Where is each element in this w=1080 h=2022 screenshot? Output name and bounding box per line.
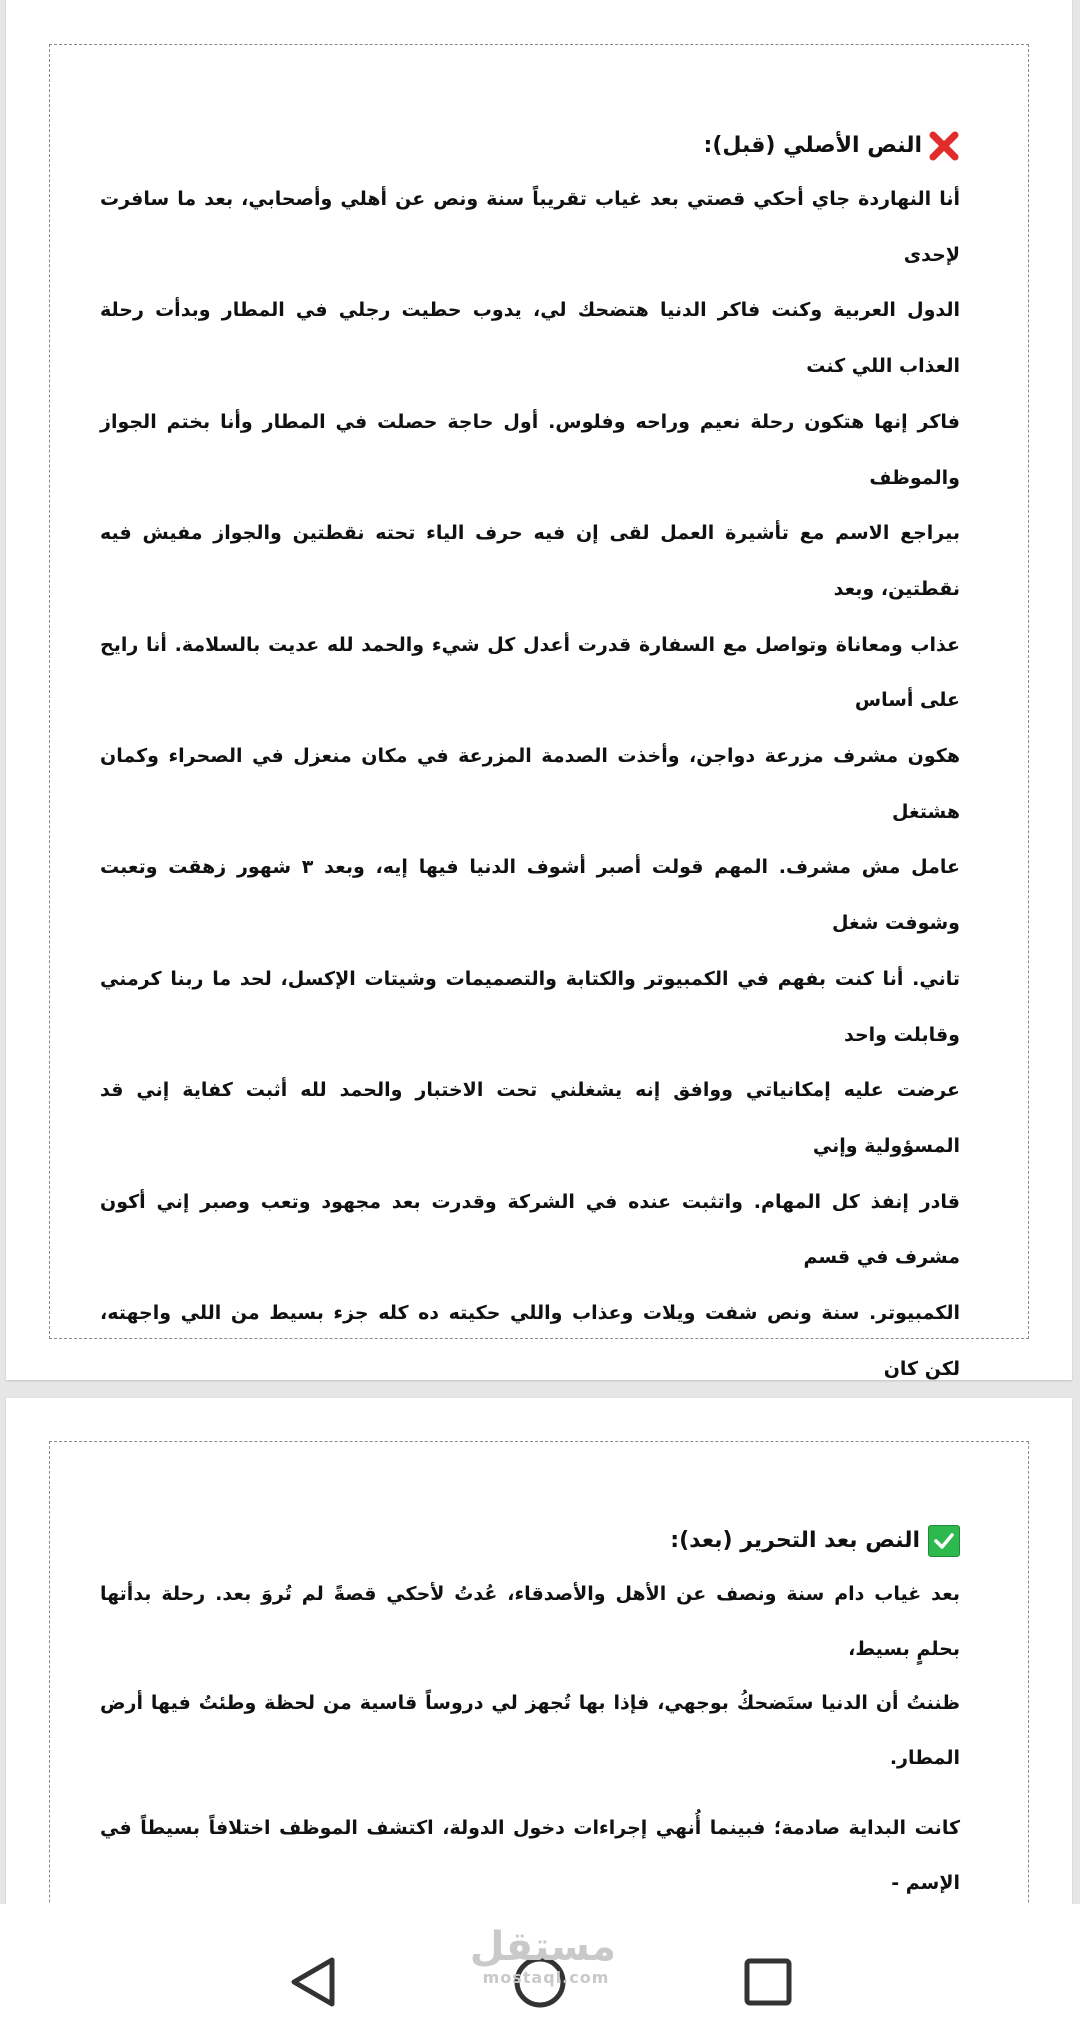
edited-text-section: [100, 1523, 960, 1918]
original-text-line: فاكر إنها هتكون رحلة نعيم وراحه وفلوس. أول حاجة حصلت في المطار وأنا بختم الجواز والموظف: [100, 410, 960, 489]
watermark-arabic: مستقل: [469, 1924, 616, 1970]
original-text-line: عرضت عليه إمكانياتي ووافق إنه يشغلني تحت الاختبار والحمد لله أثبت كفاية إني قد المسؤولية وإني: [100, 1079, 960, 1157]
edited-heading: [100, 1523, 960, 1559]
mostaql-watermark: [469, 1924, 616, 1987]
original-text-section: [100, 128, 960, 1453]
original-text-line: تاني. أنا كنت بفهم في الكمبيوتر والكتابة والتصميمات وشيتات الإكسل، لحد ما ربنا كرمني وقابلت واحد: [100, 967, 960, 1046]
check-mark-icon: [928, 1525, 960, 1557]
original-text-line: الكمبيوتر. سنة ونص شفت ويلات وعذاب واللي حكيته ده كله جزء بسيط من اللي واجهته، لكن كان: [100, 1302, 960, 1380]
edited-heading-text: النص بعد التحرير (بعد):: [670, 1528, 920, 1553]
original-text-line: قادر إنفذ كل المهام. واتثبت عنده في الشركة وقدرت بعد مجهود وتعب وصبر إني أكون مشرف في قسم: [100, 1190, 960, 1269]
edited-text-line: ظننتُ أن الدنيا ستَضحكُ بوجهي، فإذا بها تُجهز لي دروساً قاسية من لحظة وطئتُ فيها أرض المطار.: [100, 1692, 960, 1769]
original-paragraph: [100, 172, 960, 1453]
back-button[interactable]: [284, 1952, 344, 2012]
edited-text-line: بعد غياب دام سنة ونصف عن الأهل والأصدقاء، عُدتُ لأحكي قصةً لم تُروَ بعد. رحلة بدأتها بحلمٍ بسيط،: [100, 1583, 960, 1660]
original-heading-text: النص الأصلي (قبل):: [703, 133, 922, 158]
document-page-1: [6, 0, 1072, 1380]
original-text-line: عامل مش مشرف. المهم قولت أصبر أشوف الدنيا فيها إيه، وبعد ٣ شهور زهقت وتعبت وشوفت شغل: [100, 856, 960, 935]
original-text-line: هكون مشرف مزرعة دواجن، وأخذت الصدمة المزرعة في مكان منعزل في الصحراء وكمان هشتغل: [100, 745, 960, 823]
original-text-line: عذاب ومعاناة وتواصل مع السفارة قدرت أعدل كل شيء والحمد لله عديت بالسلامة. أنا رايح على أساس: [100, 633, 960, 712]
watermark-latin: mostaql.com: [482, 1968, 610, 1987]
recents-square-icon: [738, 1952, 798, 2012]
edited-paragraph-1: [100, 1567, 960, 1785]
edited-text-line: كانت البداية صادمة؛ فبينما أُنهي إجراءات دخول الدولة، اكتشف الموظف اختلافاً بسيطاً في الإسم -: [100, 1817, 960, 1894]
back-triangle-icon: [284, 1952, 344, 2012]
edited-paragraph-2: [100, 1801, 960, 1918]
original-text-line: الدول العربية وكنت فاكر الدنيا هتضحك لي، يدوب حطيت رجلي في المطار وبدأت رحلة العذاب اللي كنت: [100, 299, 960, 378]
cross-mark-icon: [928, 130, 960, 162]
document-page-2: [6, 1398, 1072, 1918]
original-text-line: أنا النهاردة جاي أحكي قصتي بعد غياب تقريباً سنة ونص عن أهلي وأصحابي، بعد ما سافرت لإحدى: [100, 188, 960, 266]
recents-button[interactable]: [738, 1952, 798, 2012]
original-heading: [100, 128, 960, 164]
original-text-line: بيراجع الاسم مع تأشيرة العمل لقى إن فيه حرف الياء تحته نقطتين والجواز مفيش فيه نقطتين، وبعد: [100, 522, 960, 600]
